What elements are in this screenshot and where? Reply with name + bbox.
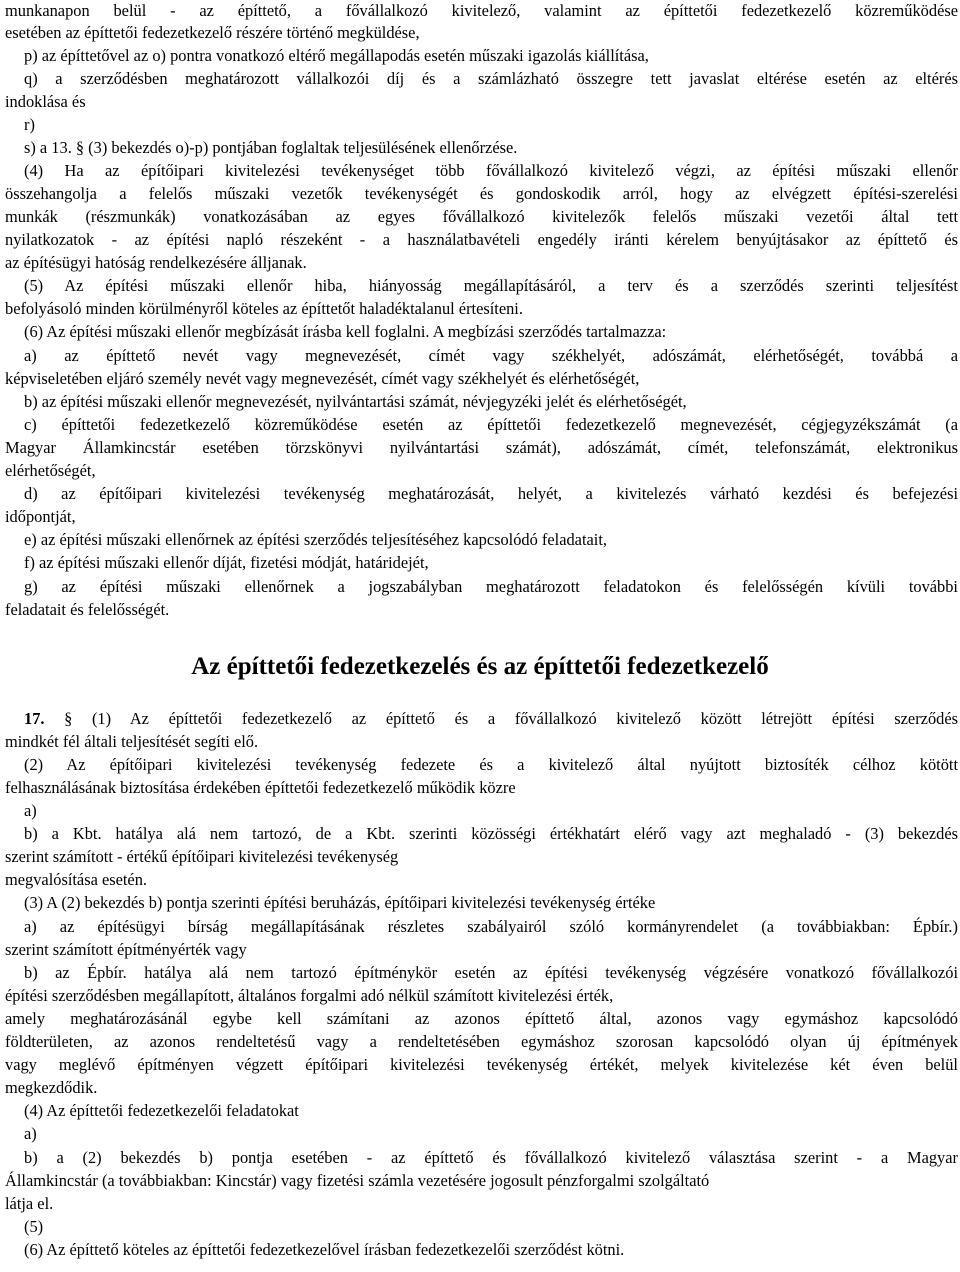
text-line: vagy meglévő építményen végzett építőipari kivitelezési tevékenység értékét, melyek kivitelezése két éven belül (5, 1055, 958, 1074)
text-line: (2) Az építőipari kivitelezési tevékenység fedezete és a kivitelező által nyújtott biztosíték célhoz kötött (24, 755, 958, 774)
text-line: b) az Épbír. hatálya alá nem tartozó építménykör esetén az építési tevékenység végzésére vonatkozó fővállalkozói (24, 963, 958, 982)
text-line: szerint számított - értékű építőipari kivitelezési tevékenység (5, 847, 399, 866)
text-line: (6) Az építési műszaki ellenőr megbízását írásba kell foglalni. A megbízási szerződés tartalmazza: (24, 322, 667, 341)
text-line: s) a 13. § (3) bekezdés o)-p) pontjában foglaltak teljesülésének ellenőrzése. (24, 138, 518, 157)
text-line: a) az építésügyi bírság megállapításának részletes szabályairól szóló kormányrendelet (a továbbiakban: Épbír.) (24, 917, 958, 936)
section-heading: Az építtetői fedezetkezelés és az építtetői fedezetkezelő (191, 653, 769, 680)
text-line: r) (24, 115, 35, 134)
text-line: (6) Az építtető köteles az építtetői fedezetkezelővel írásban fedezetkezelői szerződést kötni. (24, 1240, 625, 1259)
text-line: (4) Az építtetői fedezetkezelői feladatokat (24, 1101, 299, 1120)
text-line: (5) Az építési műszaki ellenőr hiba, hiányosság megállapításáról, a terv és a szerződés szerinti teljesítést (24, 276, 958, 295)
text-line: mindkét fél általi teljesítését segíti elő. (5, 732, 259, 751)
text-line: a) az építtető nevét vagy megnevezését, címét vagy székhelyét, adószámát, elérhetőségét, továbbá a (24, 346, 958, 365)
text-line: befolyásoló minden körülményről köteles az építtetőt haladéktalanul értesíteni. (5, 299, 523, 318)
text-line: Magyar Államkincstár esetében törzskönyvi nyilvántartási számát), adószámát, címét, telefonszámát, elektronikus (5, 438, 958, 457)
text-line: (4) Ha az építőipari kivitelezési tevékenységet több fővállalkozó kivitelező végzi, az építési műszaki ellenőr (24, 161, 958, 180)
text-line: b) a Kbt. hatálya alá nem tartozó, de a Kbt. szerinti közösségi értékhatárt elérő vagy azt meghaladó - (3) bekezdés (24, 824, 958, 843)
text-line: képviseletében eljáró személy nevét vagy megnevezését, címét vagy székhelyét és elérhetőségét, (5, 369, 640, 388)
text-line: esetében az építtetői fedezetkezelő részére történő megküldése, (5, 23, 420, 42)
text-line: a) (24, 1124, 37, 1143)
text-line: elérhetőségét, (5, 461, 96, 480)
text-line: nyilatkozatok - az építési napló részeként - a használatbavételi engedély iránti kérelem benyújtásakor az építtető és (5, 230, 958, 249)
text-line: látja el. (5, 1194, 54, 1213)
text-line-content: § (1) Az építtetői fedezetkezelő az építtető és a fővállalkozó kivitelező között létrejött építési szerződés (44, 709, 958, 728)
text-line: összehangolja a felelős műszaki vezetők tevékenységét és gondoskodik arról, hogy az elvégzett építési-szerelési (5, 184, 958, 203)
text-line: megvalósítása esetén. (5, 870, 148, 889)
text-line: (3) A (2) bekezdés b) pontja szerinti építési beruházás, építőipari kivitelezési tevékenység értéke (24, 893, 656, 912)
text-line: amely meghatározásánál egybe kell számítani az azonos építtető által, azonos vagy egymáshoz kapcsolódó (5, 1009, 958, 1028)
text-line: építési szerződésben megállapított, általános forgalmi adó nélkül számított kivitelezési érték, (5, 986, 614, 1005)
text-line: b) a (2) bekezdés b) pontja esetében - az építtető és fővállalkozó kivitelező választása szerint - a Magyar (24, 1148, 958, 1167)
text-line: időpontját, (5, 507, 76, 526)
text-line: munkák (részmunkák) vonatkozásában az egyes fővállalkozó kivitelezők felelős műszaki vezetői által tett (5, 207, 958, 226)
text-line: b) az építési műszaki ellenőr megnevezését, nyilvántartási számát, névjegyzéki jelét és elérhetőségét, (24, 392, 687, 411)
text-line: szerint számított építményérték vagy (5, 940, 247, 959)
text-line: az építésügyi hatóság rendelkezésére álljanak. (5, 253, 307, 272)
text-line: feladatait és felelősségét. (5, 600, 170, 619)
text-line: munkanapon belül - az építtető, a fővállalkozó kivitelező, valamint az építtetői fedezetkezelő közreműködése (5, 1, 958, 20)
text-line: a) (24, 801, 37, 820)
text-line: f) az építési műszaki ellenőr díját, fizetési módját, határidejét, (24, 553, 429, 572)
text-line: c) építtetői fedezetkezelő közreműködése esetén az építtetői fedezetkezelő megnevezését, cégjegyzékszámát (a (24, 415, 958, 434)
text-line: Államkincstár (a továbbiakban: Kincstár) vagy fizetési számla vezetésére jogosult pénzforgalmi szolgáltató (5, 1171, 710, 1190)
text-line: p) az építtetővel az o) pontra vonatkozó eltérő megállapodás esetén műszaki igazolás kiállítása, (24, 46, 649, 65)
text-line: d) az építőipari kivitelezési tevékenység meghatározását, helyét, a kivitelezés várható kezdési és befejezési (24, 484, 958, 503)
text-line: földterületen, az azonos rendeltetésű vagy a rendeltetésében egymáshoz szorosan kapcsolódó olyan új építmények (5, 1032, 958, 1051)
text-line (24, 708, 958, 729)
text-line: (5) (24, 1217, 44, 1236)
section-number: 17. (24, 709, 45, 728)
text-line: e) az építési műszaki ellenőrnek az építési szerződés teljesítéséhez kapcsolódó feladatait, (24, 530, 607, 549)
text-line: felhasználásának biztosítása érdekében építtetői fedezetkezelő működik közre (5, 778, 516, 797)
text-line: q) a szerződésben meghatározott vállalkozói díj és a számlázható összegre tett javaslat eltérése esetén az eltérés (24, 69, 958, 88)
text-line: megkezdődik. (5, 1078, 98, 1097)
text-line: g) az építési műszaki ellenőrnek a jogszabályban meghatározott feladatokon és felelősségén kívüli további (24, 577, 958, 596)
text-line: indoklása és (5, 92, 86, 111)
